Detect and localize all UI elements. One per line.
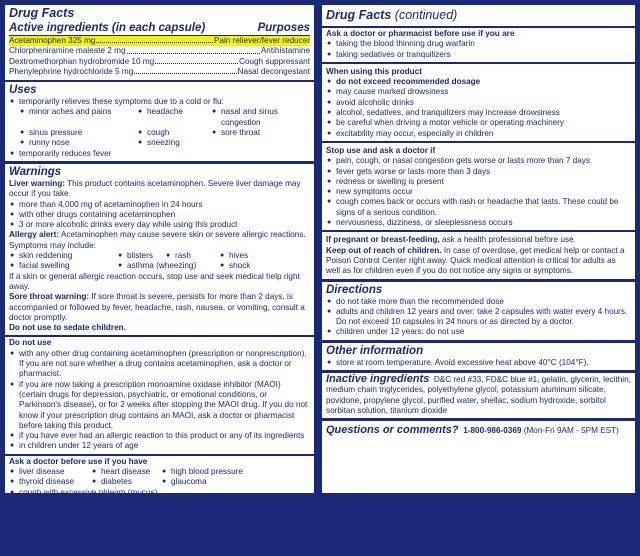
questions-section <box>322 421 635 438</box>
symptom-item: ● headache <box>137 107 211 117</box>
questions-hours: (Mon-Fri 9AM - 5PM EST) <box>523 426 619 436</box>
keep-out-text: In case of overdose, get medical help or contact a Poison Control Center right away. Quick medical attention is critical for adults as well as for children even if you do not notice any signs or symptoms. <box>326 245 625 276</box>
active-ingredient-row <box>9 57 310 67</box>
symptom-item: ● sneezing <box>137 138 211 148</box>
list-item: ● avoid alcoholic drinks <box>326 98 631 108</box>
uses-heading-text: Uses <box>9 84 37 97</box>
ingredient-name: Acetaminophen 325 mg <box>9 36 96 45</box>
list-item: ● temporarily relieves these symptoms due to a cold or flu: <box>9 97 310 107</box>
warnings-heading-text: Warnings <box>9 165 62 178</box>
symptoms-grid <box>9 107 310 148</box>
ingredient-purpose: Cough suppressant <box>238 56 310 66</box>
list-item: ● store at room temperature. Avoid excessive heat above 40°C (104°F). <box>326 358 631 368</box>
inactive-ingredients-section <box>322 373 635 421</box>
list-item: ● temporarily reduces fever <box>9 149 310 159</box>
list-item: ● alcohol, sedatives, and tranquilizers may increase drowsiness <box>326 108 631 118</box>
ask-doctor-heading: Ask a doctor before use if you have <box>9 456 148 466</box>
sedate-warning: Do not use to sedate children. <box>9 323 126 333</box>
stop-use-list <box>326 156 631 228</box>
list-item: ● children under 12 years: do not use <box>326 327 631 337</box>
list-item: ● in children under 12 years of age <box>9 441 310 451</box>
active-ingredient-row <box>9 36 310 46</box>
ingredient-name: Chlorpheniramine maleate 2 mg <box>9 46 126 56</box>
allergy-item: ● skin reddening <box>9 251 117 261</box>
condition-item: ● liver disease <box>9 467 91 477</box>
active-ingredients-section <box>5 5 314 82</box>
pregnancy-warning <box>326 235 631 245</box>
liver-warning-list <box>9 200 310 231</box>
list-item: ● excitability may occur, especially in children <box>326 129 631 139</box>
liver-warning-label: Liver warning: <box>9 178 65 188</box>
list-item: ● cough comes back or occurs with rash or headache that lasts. These could be signs of a serious condition. <box>326 197 631 218</box>
symptom-item: ● minor aches and pains <box>19 107 137 117</box>
allergy-item: ● asthma (wheezing) <box>117 261 219 271</box>
condition-item: ● glaucoma <box>161 477 310 487</box>
list-item: ● if you are now taking a prescription monoamine oxidase inhibitor (MAOI) (certain drugs for depression, psychiatric, or emotional conditions, or Parkinson's disease), or for 2 weeks after stopping the MAOI drug. If you do not know if your prescription drug contains an MAOI, ask a doctor or pharmacist before taking this product. <box>9 380 310 431</box>
sore-throat-warning <box>9 292 310 323</box>
pregnancy-label: If pregnant or breast-feeding, <box>326 235 440 245</box>
condition-item: ● heart disease <box>91 467 161 477</box>
inactive-ingredients <box>326 374 631 416</box>
list-item: ● a breathing problem such as emphysema or chronic bronchitis <box>9 498 310 508</box>
when-using-section <box>322 64 635 143</box>
leader-dots <box>96 36 212 43</box>
symptom-item: ● sinus pressure <box>19 128 137 138</box>
drug-facts-panel-left <box>3 3 316 538</box>
condition-item: ● high blood pressure <box>161 467 310 477</box>
stop-use-heading: Stop use and ask a doctor if <box>326 145 436 155</box>
allergy-alert-label: Allergy alert: <box>9 230 60 240</box>
ingredient-purpose: Antihistamine <box>260 46 310 56</box>
inactive-ingredients-heading: Inactive ingredients <box>326 373 430 386</box>
other-information-list <box>326 358 631 368</box>
list-item: ● if you have ever had an allergic reaction to this product or any of its ingredients <box>9 431 310 441</box>
drug-facts-panel-right <box>320 3 637 495</box>
directions-section <box>322 282 635 343</box>
do-not-use-list <box>9 349 310 452</box>
do-not-use-heading: Do not use <box>9 338 52 348</box>
uses-heading <box>9 83 310 97</box>
purposes-heading: Purposes <box>257 22 310 34</box>
directions-list <box>326 297 631 338</box>
leader-dots <box>134 67 236 74</box>
symptom-item: ● runny nose <box>19 138 137 148</box>
uses-list <box>9 97 310 107</box>
condition-item: ● diabetes <box>91 477 161 487</box>
list-item: ● 3 or more alcoholic drinks every day while using this product <box>9 220 310 230</box>
list-item: ● nervousness, dizziness, or sleeplessness occurs <box>326 218 631 228</box>
allergy-item: ● facial swelling <box>9 261 117 271</box>
other-information-heading-text: Other information <box>326 344 424 357</box>
warnings-heading <box>9 165 310 179</box>
allergy-symptom-grid <box>9 251 310 272</box>
pregnancy-text: ask a health professional before use. <box>442 235 576 245</box>
list-item: ● with other drugs containing acetaminophen <box>9 210 310 220</box>
ingredient-name: Dextromethorphan hydrobromide 10 mg <box>9 56 155 66</box>
ask-pharmacist-list <box>326 39 631 60</box>
leader-dots <box>127 46 260 53</box>
ingredient-purpose: Pain reliever/fever reducer <box>213 36 310 45</box>
when-using-heading: When using this product <box>326 66 422 76</box>
questions-line <box>326 425 631 436</box>
leader-dots <box>155 57 238 64</box>
continued-label: (continued) <box>394 8 458 22</box>
continued-title-section <box>322 5 635 28</box>
directions-heading-text: Directions <box>326 283 383 296</box>
drug-facts-continued-title <box>326 8 631 23</box>
symptom-item: ● nasal and sinus congestion <box>211 107 310 128</box>
symptom-item: ● sore throat <box>211 128 310 138</box>
liver-warning <box>9 179 310 200</box>
other-information-heading <box>326 344 631 358</box>
allergy-item: ● shock <box>219 261 310 271</box>
list-item: ● fever gets worse or lasts more than 3 days <box>326 167 631 177</box>
active-ingredients-heading: Active ingredients (in each capsule) <box>9 22 206 34</box>
do-not-use-section <box>5 337 314 455</box>
when-using-list <box>326 77 631 139</box>
list-item: ● persistent or chronic cough such as occurs with smoking, asthma, or emphysema <box>9 518 310 539</box>
ask-pharmacist-heading: Ask a doctor or pharmacist before use if you are <box>326 29 515 38</box>
active-ingredients-header <box>9 21 310 36</box>
uses-section <box>5 82 314 164</box>
ask-doctor-section <box>5 456 314 556</box>
stop-use-section <box>322 143 635 232</box>
warnings-section <box>5 164 314 337</box>
ingredient-name: Phenylephrine hydrochloride 5 mg <box>9 66 134 76</box>
list-item: ● may cause marked drowsiness <box>326 87 631 97</box>
allergy-item: ● blisters <box>117 251 165 261</box>
ingredient-purpose: Nasal decongestant <box>237 66 310 76</box>
sore-throat-label: Sore throat warning: <box>9 292 90 302</box>
sore-throat-text: If sore throat is severe, persists for more than 2 days, is accompanied or followed by fever, headache, rash, nausea, or vomiting, consult a doctor promptly. <box>9 292 305 322</box>
allergy-alert-text: Acetaminophen may cause severe skin or severe allergic reactions. Symptoms may include: <box>9 230 306 250</box>
ask-doctor-grid <box>9 467 310 488</box>
pregnancy-keep-out-section <box>322 232 635 281</box>
allergy-after-text: If a skin or general allergic reaction occurs, stop use and seek medical help right away. <box>9 271 300 291</box>
list-item: ● cough with excessive phlegm (mucus) <box>9 488 310 498</box>
list-item: ● with any other drug containing acetaminophen (prescription or nonprescription). If you are not sure whether a drug contains acetaminophen, ask a doctor or pharmacist. <box>9 349 310 380</box>
list-item: ● do not exceed recommended dosage <box>326 77 631 87</box>
list-item: ● pain, cough, or nasal congestion gets worse or lasts more than 7 days <box>326 156 631 166</box>
symptom-item: ● cough <box>137 128 211 138</box>
ask-doctor-list <box>9 488 310 539</box>
list-item: ● adults and children 12 years and over: take 2 capsules with water every 4 hours. Do not exceed 10 capsules in 24 hours or as directed by a doctor. <box>326 307 631 328</box>
questions-heading: Questions or comments? <box>326 424 459 437</box>
drug-facts-title-text: Drug Facts <box>326 8 392 22</box>
active-ingredient-row <box>9 67 310 77</box>
list-item: ● difficulty in urination due to enlargement of the prostate gland <box>9 508 310 518</box>
list-item: ● taking sedatives or tranquilizers <box>326 50 631 60</box>
list-item: ● redness or swelling is present <box>326 177 631 187</box>
continue-arrow-icon <box>307 546 312 554</box>
directions-heading <box>326 283 631 297</box>
list-item: ● taking the blood thinning drug warfarin <box>326 39 631 49</box>
list-item: ● be careful when driving a motor vehicle or operating machinery <box>326 118 631 128</box>
other-information-section <box>322 343 635 373</box>
drug-facts-title: Drug Facts <box>9 6 75 20</box>
list-item: ● more than 4,000 mg of acetaminophen in 24 hours <box>9 200 310 210</box>
liver-warning-text: This product contains acetaminophen. Severe liver damage may occur if you take <box>9 178 301 199</box>
allergy-alert <box>9 230 310 251</box>
questions-phone: 1-800-986-0369 <box>463 426 522 436</box>
keep-out-warning <box>326 246 631 277</box>
inactive-ingredients-text: D&C red #33, FD&C blue #1, gelatin, glycerin, lecithin, medium chain triglycerides, polyethylene glycol, potassium aluminum silicate, povidone, propylene glycol, purified water, shellac, sodium hydroxide, sorbitol sorbitan solution, titanium dioxide <box>326 375 631 415</box>
allergy-item: ● hives <box>219 251 310 261</box>
list-item: ● do not take more than the recommended dose <box>326 297 631 307</box>
ask-pharmacist-section <box>322 28 635 64</box>
keep-out-label: Keep out of reach of children. <box>326 245 442 255</box>
active-ingredient-row <box>9 46 310 56</box>
allergy-item: ● rash <box>165 251 219 261</box>
list-item: ● new symptoms occur <box>326 187 631 197</box>
condition-item: ● thyroid disease <box>9 477 91 487</box>
